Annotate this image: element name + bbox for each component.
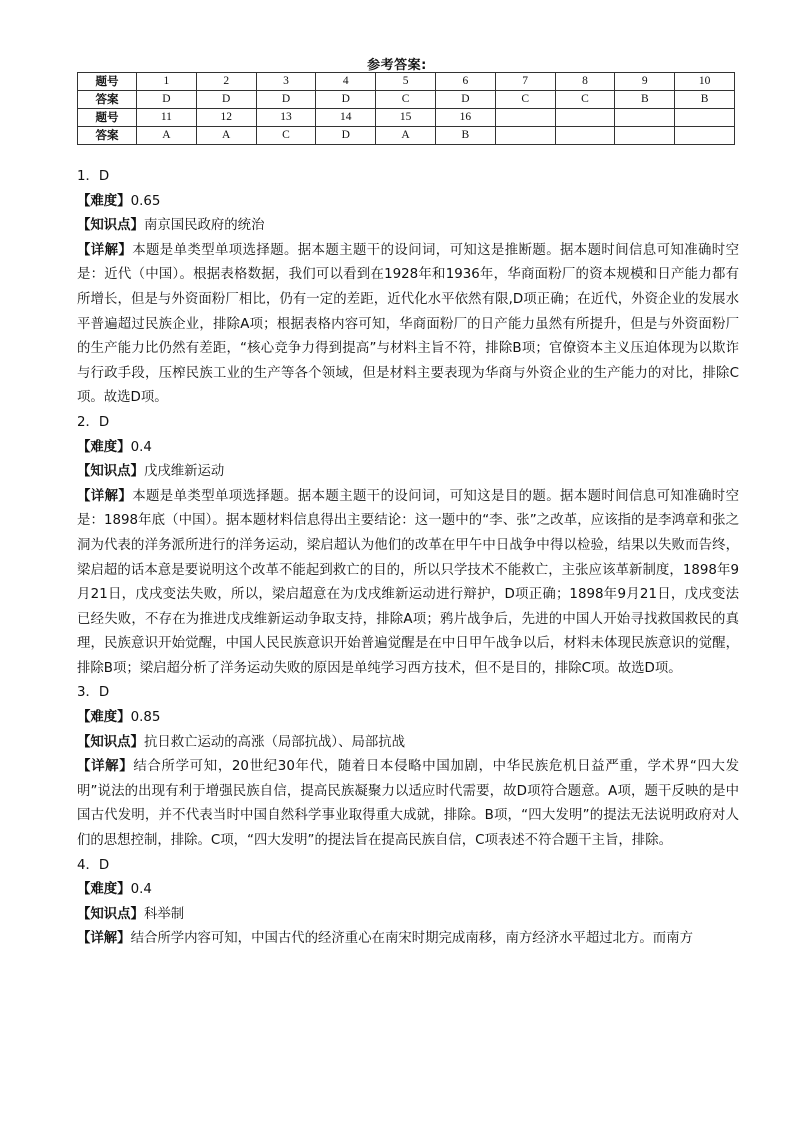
row-label: 答案: [78, 91, 137, 109]
question-heading: 2．D: [77, 414, 110, 430]
answer-item-2: [77, 411, 739, 682]
difficulty-line: [77, 436, 739, 461]
knowledge-label: 【知识点】: [77, 906, 144, 922]
table-cell: [615, 127, 675, 145]
knowledge-label: 【知识点】: [77, 218, 144, 234]
difficulty-label: 【难度】: [77, 882, 131, 898]
knowledge-value: 科举制: [143, 906, 185, 922]
difficulty-label: 【难度】: [77, 710, 131, 726]
question-heading: 4．D: [77, 857, 110, 873]
table-cell: B: [675, 91, 735, 109]
table-cell: D: [256, 91, 316, 109]
row-label: 题号: [78, 73, 137, 91]
table-cell: 4: [316, 73, 376, 91]
table-cell: 1: [137, 73, 197, 91]
answer-item-4: [77, 854, 739, 952]
difficulty-label: 【难度】: [77, 439, 131, 455]
table-row: [78, 109, 735, 127]
row-label: 题号: [78, 109, 137, 127]
knowledge-label: 【知识点】: [77, 734, 144, 750]
table-cell: 11: [137, 109, 197, 127]
table-cell: D: [196, 91, 256, 109]
detail-paragraph: [77, 927, 739, 952]
difficulty-line: [77, 878, 739, 903]
table-cell: 13: [256, 109, 316, 127]
table-cell: C: [495, 91, 555, 109]
table-cell: D: [316, 127, 376, 145]
knowledge-line: [77, 460, 739, 485]
detail-label: 【详解】: [77, 488, 133, 504]
table-cell: [555, 127, 615, 145]
answer-item-3: [77, 681, 739, 853]
knowledge-line: [77, 903, 739, 928]
answer-table: [77, 72, 735, 145]
table-cell: A: [376, 127, 436, 145]
table-cell: 6: [435, 73, 495, 91]
page-title: 参考答案:: [367, 58, 427, 73]
table-cell: [555, 109, 615, 127]
table-cell: A: [137, 127, 197, 145]
table-cell: C: [256, 127, 316, 145]
table-cell: D: [137, 91, 197, 109]
difficulty-value: 0.65: [130, 193, 161, 209]
table-cell: C: [376, 91, 436, 109]
knowledge-label: 【知识点】: [77, 464, 144, 480]
table-row: [78, 127, 735, 145]
table-cell: D: [435, 91, 495, 109]
table-cell: 8: [555, 73, 615, 91]
table-row: [78, 91, 735, 109]
table-cell: B: [435, 127, 495, 145]
detail-paragraph: [77, 755, 739, 853]
knowledge-value: 抗日救亡运动的高涨（局部抗战）、局部抗战: [143, 734, 406, 750]
detail-label: 【详解】: [77, 242, 133, 258]
table-cell: 12: [196, 109, 256, 127]
table-cell: D: [316, 91, 376, 109]
table-cell: [495, 127, 555, 145]
table-cell: [675, 127, 735, 145]
question-heading: 1．D: [77, 169, 110, 184]
table-cell: 16: [435, 109, 495, 127]
table-cell: B: [615, 91, 675, 109]
detail-text: 结合所学可知，20世纪30年代，随着日本侵略中国加剧，中华民族危机日益严重，学术界“四大发明”说法的出现有利于增强民族自信，提高民族凝聚力以适应时代需要，故D项符合题意。A项，题干反映的是中国古代发明，并不代表当时中国自然科学事业取得重大成就，排除。B项，“四大发明”的提法无法说明政府对人们的思想控制，排除。C项，“四大发明”的提法旨在提高民族自信，C项表述不符合题干主旨，排除。: [77, 759, 739, 849]
table-cell: [495, 109, 555, 127]
knowledge-line: [77, 214, 739, 239]
knowledge-value: 戊戌维新运动: [143, 464, 225, 480]
detail-paragraph: [77, 485, 739, 682]
difficulty-value: 0.4: [130, 882, 152, 898]
detail-text: 本题是单类型单项选择题。据本题主题干的设问词，可知这是目的题。据本题时间信息可知准确时空是：1898年底（中国）。据本题材料信息得出主要结论：这一题中的“李、张”之改革，应该指的是李鸿章和张之洞为代表的洋务派所进行的洋务运动，梁启超认为他们的改革在甲午中日战争中得以检验，结果以失败而告终，梁启超的话本意是要说明这个改革不能起到救亡的目的，所以只学技术不能救亡，主张应该革新制度，1898年9月21日，戊戌变法失败，所以，梁启超意在为戊戌维新运动进行辩护，D项正确；1898年9月21日，戊戌变法已经失败，不存在为推进戊戌维新运动争取支持，排除A项；鸦片战争后，先进的中国人开始寻找救国救民的真理，民族意识开始觉醒，中国人民民族意识开始普遍觉醒是在中日甲午战争以后，材料未体现民族意识的觉醒，排除B项；梁启超分析了洋务运动失败的原因是单纯学习西方技术，但不是目的，排除C项。故选D项。: [77, 488, 739, 676]
difficulty-line: [77, 190, 739, 215]
knowledge-value: 南京国民政府的统治: [143, 218, 265, 234]
table-cell: 2: [196, 73, 256, 91]
table-cell: C: [555, 91, 615, 109]
difficulty-value: 0.4: [130, 439, 152, 455]
difficulty-value: 0.85: [130, 710, 161, 726]
difficulty-label: 【难度】: [77, 193, 131, 209]
knowledge-line: [77, 731, 739, 756]
answer-explanations: [77, 165, 739, 952]
table-cell: [675, 109, 735, 127]
detail-label: 【详解】: [77, 759, 134, 775]
difficulty-line: [77, 706, 739, 731]
row-label: 答案: [78, 127, 137, 145]
question-heading: 3．D: [77, 685, 110, 701]
table-cell: 15: [376, 109, 436, 127]
detail-label: 【详解】: [77, 931, 131, 947]
table-cell: 5: [376, 73, 436, 91]
table-cell: A: [196, 127, 256, 145]
table-cell: [615, 109, 675, 127]
detail-text: 结合所学内容可知，中国古代的经济重心在南宋时期完成南移，南方经济水平超过北方。而南方: [130, 931, 693, 947]
table-row: [78, 73, 735, 91]
table-cell: 10: [675, 73, 735, 91]
table-cell: 9: [615, 73, 675, 91]
answer-item-1: [77, 165, 739, 411]
table-cell: 14: [316, 109, 376, 127]
table-cell: 3: [256, 73, 316, 91]
detail-paragraph: [77, 239, 739, 411]
detail-text: 本题是单类型单项选择题。据本题主题干的设问词，可知这是推断题。据本题时间信息可知准确时空是：近代（中国）。根据表格数据，我们可以看到在1928年和1936年，华商面粉厂的资本规模和日产能力都有所增长，但是与外资面粉厂相比，仍有一定的差距，近代化水平依然有限,D项正确；在近代，外资企业的发展水平普遍超过民族企业，排除A项；根据表格内容可知，华商面粉厂的日产能力虽然有所提升，但是与外资面粉厂的生产能力比仍然有差距，“核心竞争力得到提高”与材料主旨不符，排除B项；官僚资本主义压迫体现为以欺诈与行政手段，压榨民族工业的生产等各个领域，但是材料主要表现为华商与外资企业的生产能力的对比，排除C项。故选D项。: [77, 242, 739, 406]
table-cell: 7: [495, 73, 555, 91]
